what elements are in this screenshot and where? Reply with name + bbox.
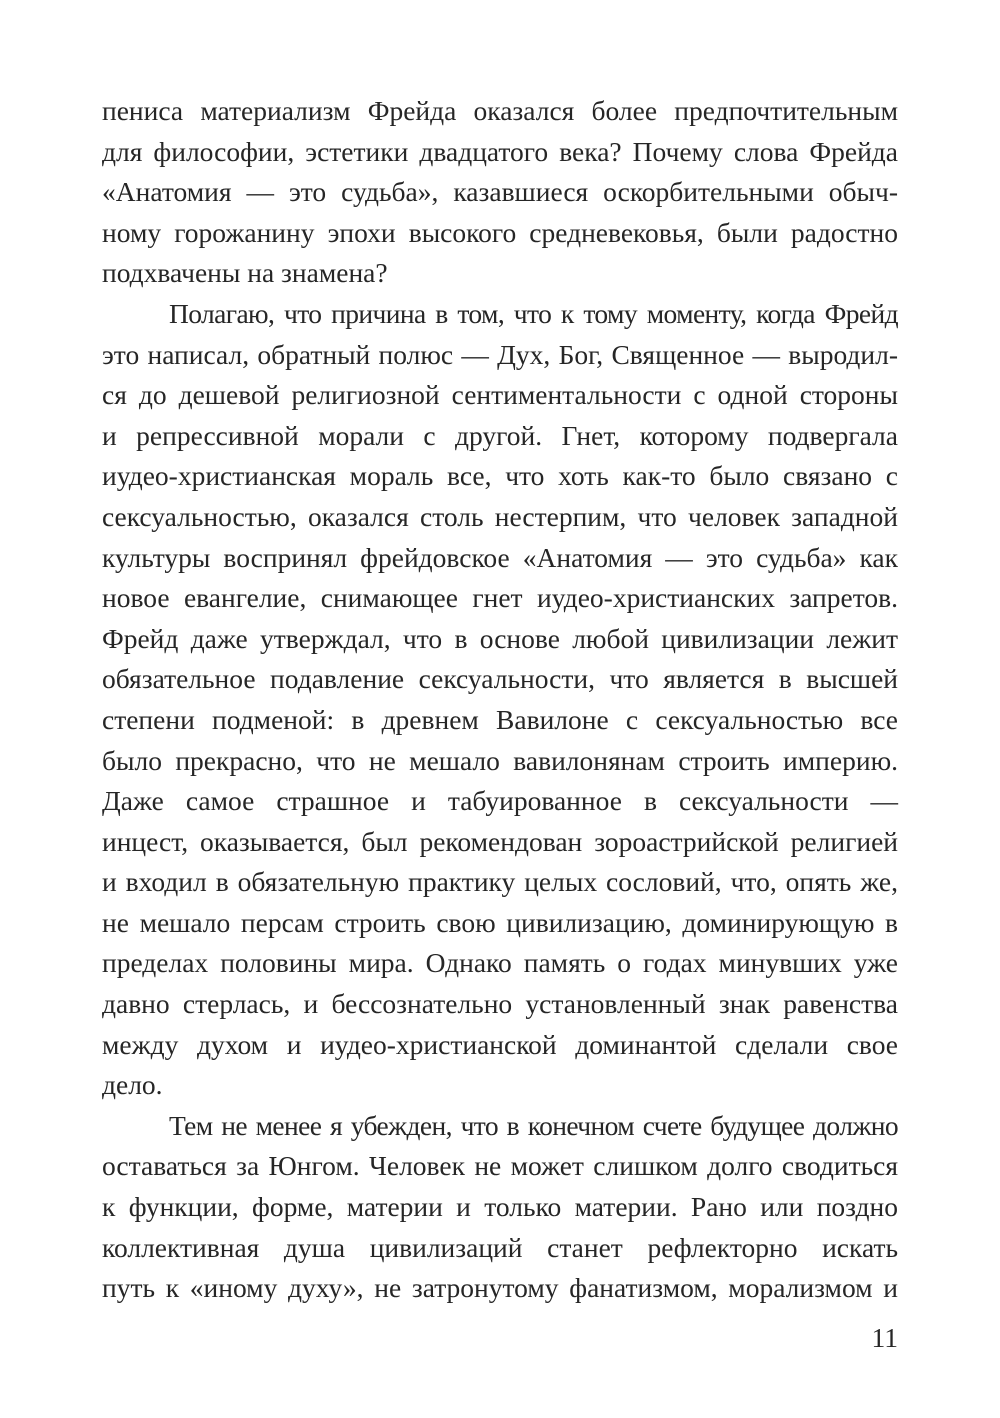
text-line: ному горожанину эпохи высокого средневековья, были радостно xyxy=(102,216,898,248)
text-line: для философии, эстетики двадцатого века? Почему слова Фрейда xyxy=(102,135,898,167)
text-line: Даже самое страшное и табуированное в сексуальности — xyxy=(102,785,898,817)
text-line: не мешало персам строить свою цивилизацию, доминирующую в xyxy=(102,906,898,938)
text-line: сексуальностью, оказался столь нестерпим, что человек западной xyxy=(102,500,898,532)
text-line: культуры воспринял фрейдовское «Анатомия — это судьба» как xyxy=(102,541,898,573)
text-line: Тем не менее я убежден, что в конечном счете будущее должно xyxy=(169,1109,898,1141)
text-line: между духом и иудео-христианской доминантой сделали свое xyxy=(102,1028,898,1060)
text-line: оставаться за Юнгом. Человек не может слишком долго сводиться xyxy=(102,1150,898,1182)
page-number: 11 xyxy=(871,1322,898,1353)
text-line: к функции, форме, материи и только материи. Рано или поздно xyxy=(102,1191,898,1223)
text-line: обязательное подавление сексуальности, что является в высшей xyxy=(102,663,898,695)
text-line: дело. xyxy=(102,1069,163,1101)
text-line: было прекрасно, что не мешало вавилонянам строить империю. xyxy=(102,744,898,776)
text-line: «Анатомия — это судьба», казавшиеся оскорбительными обыч- xyxy=(102,176,898,208)
body-text xyxy=(102,91,898,1309)
text-line: давно стерлась, и бессознательно установленный знак равенства xyxy=(102,988,898,1020)
text-line: степени подменой: в древнем Вавилоне с сексуальностью все xyxy=(102,703,898,735)
text-line: пределах половины мира. Однако память о годах минувших уже xyxy=(102,947,898,979)
text-line: и входил в обязательную практику целых сословий, что, опять же, xyxy=(102,866,898,898)
text-line: путь к «иному духу», не затронутому фанатизмом, морализмом и xyxy=(102,1272,898,1304)
text-line: подхвачены на знамена? xyxy=(102,257,388,289)
text-line: новое евангелие, снимающее гнет иудео-христианских запретов. xyxy=(102,582,898,614)
text-line: Фрейд даже утверждал, что в основе любой цивилизации лежит xyxy=(102,622,898,654)
text-line: пениса материализм Фрейда оказался более предпочтительным xyxy=(102,95,898,126)
text-line: Полагаю, что причина в том, что к тому моменту, когда Фрейд xyxy=(169,297,898,329)
text-line: ся до дешевой религиозной сентиментальности с одной стороны xyxy=(102,379,898,411)
text-line: и репрессивной морали с другой. Гнет, которому подвергала xyxy=(102,419,898,451)
text-line: иудео-христианская мораль все, что хоть как-то было связано с xyxy=(102,460,898,492)
text-line: это написал, обратный полюс — Дух, Бог, Священное — выродил- xyxy=(102,338,898,370)
text-line: инцест, оказывается, был рекомендован зороастрийской религией xyxy=(102,825,898,857)
text-line: коллективная душа цивилизаций станет рефлекторно искать xyxy=(102,1231,898,1263)
